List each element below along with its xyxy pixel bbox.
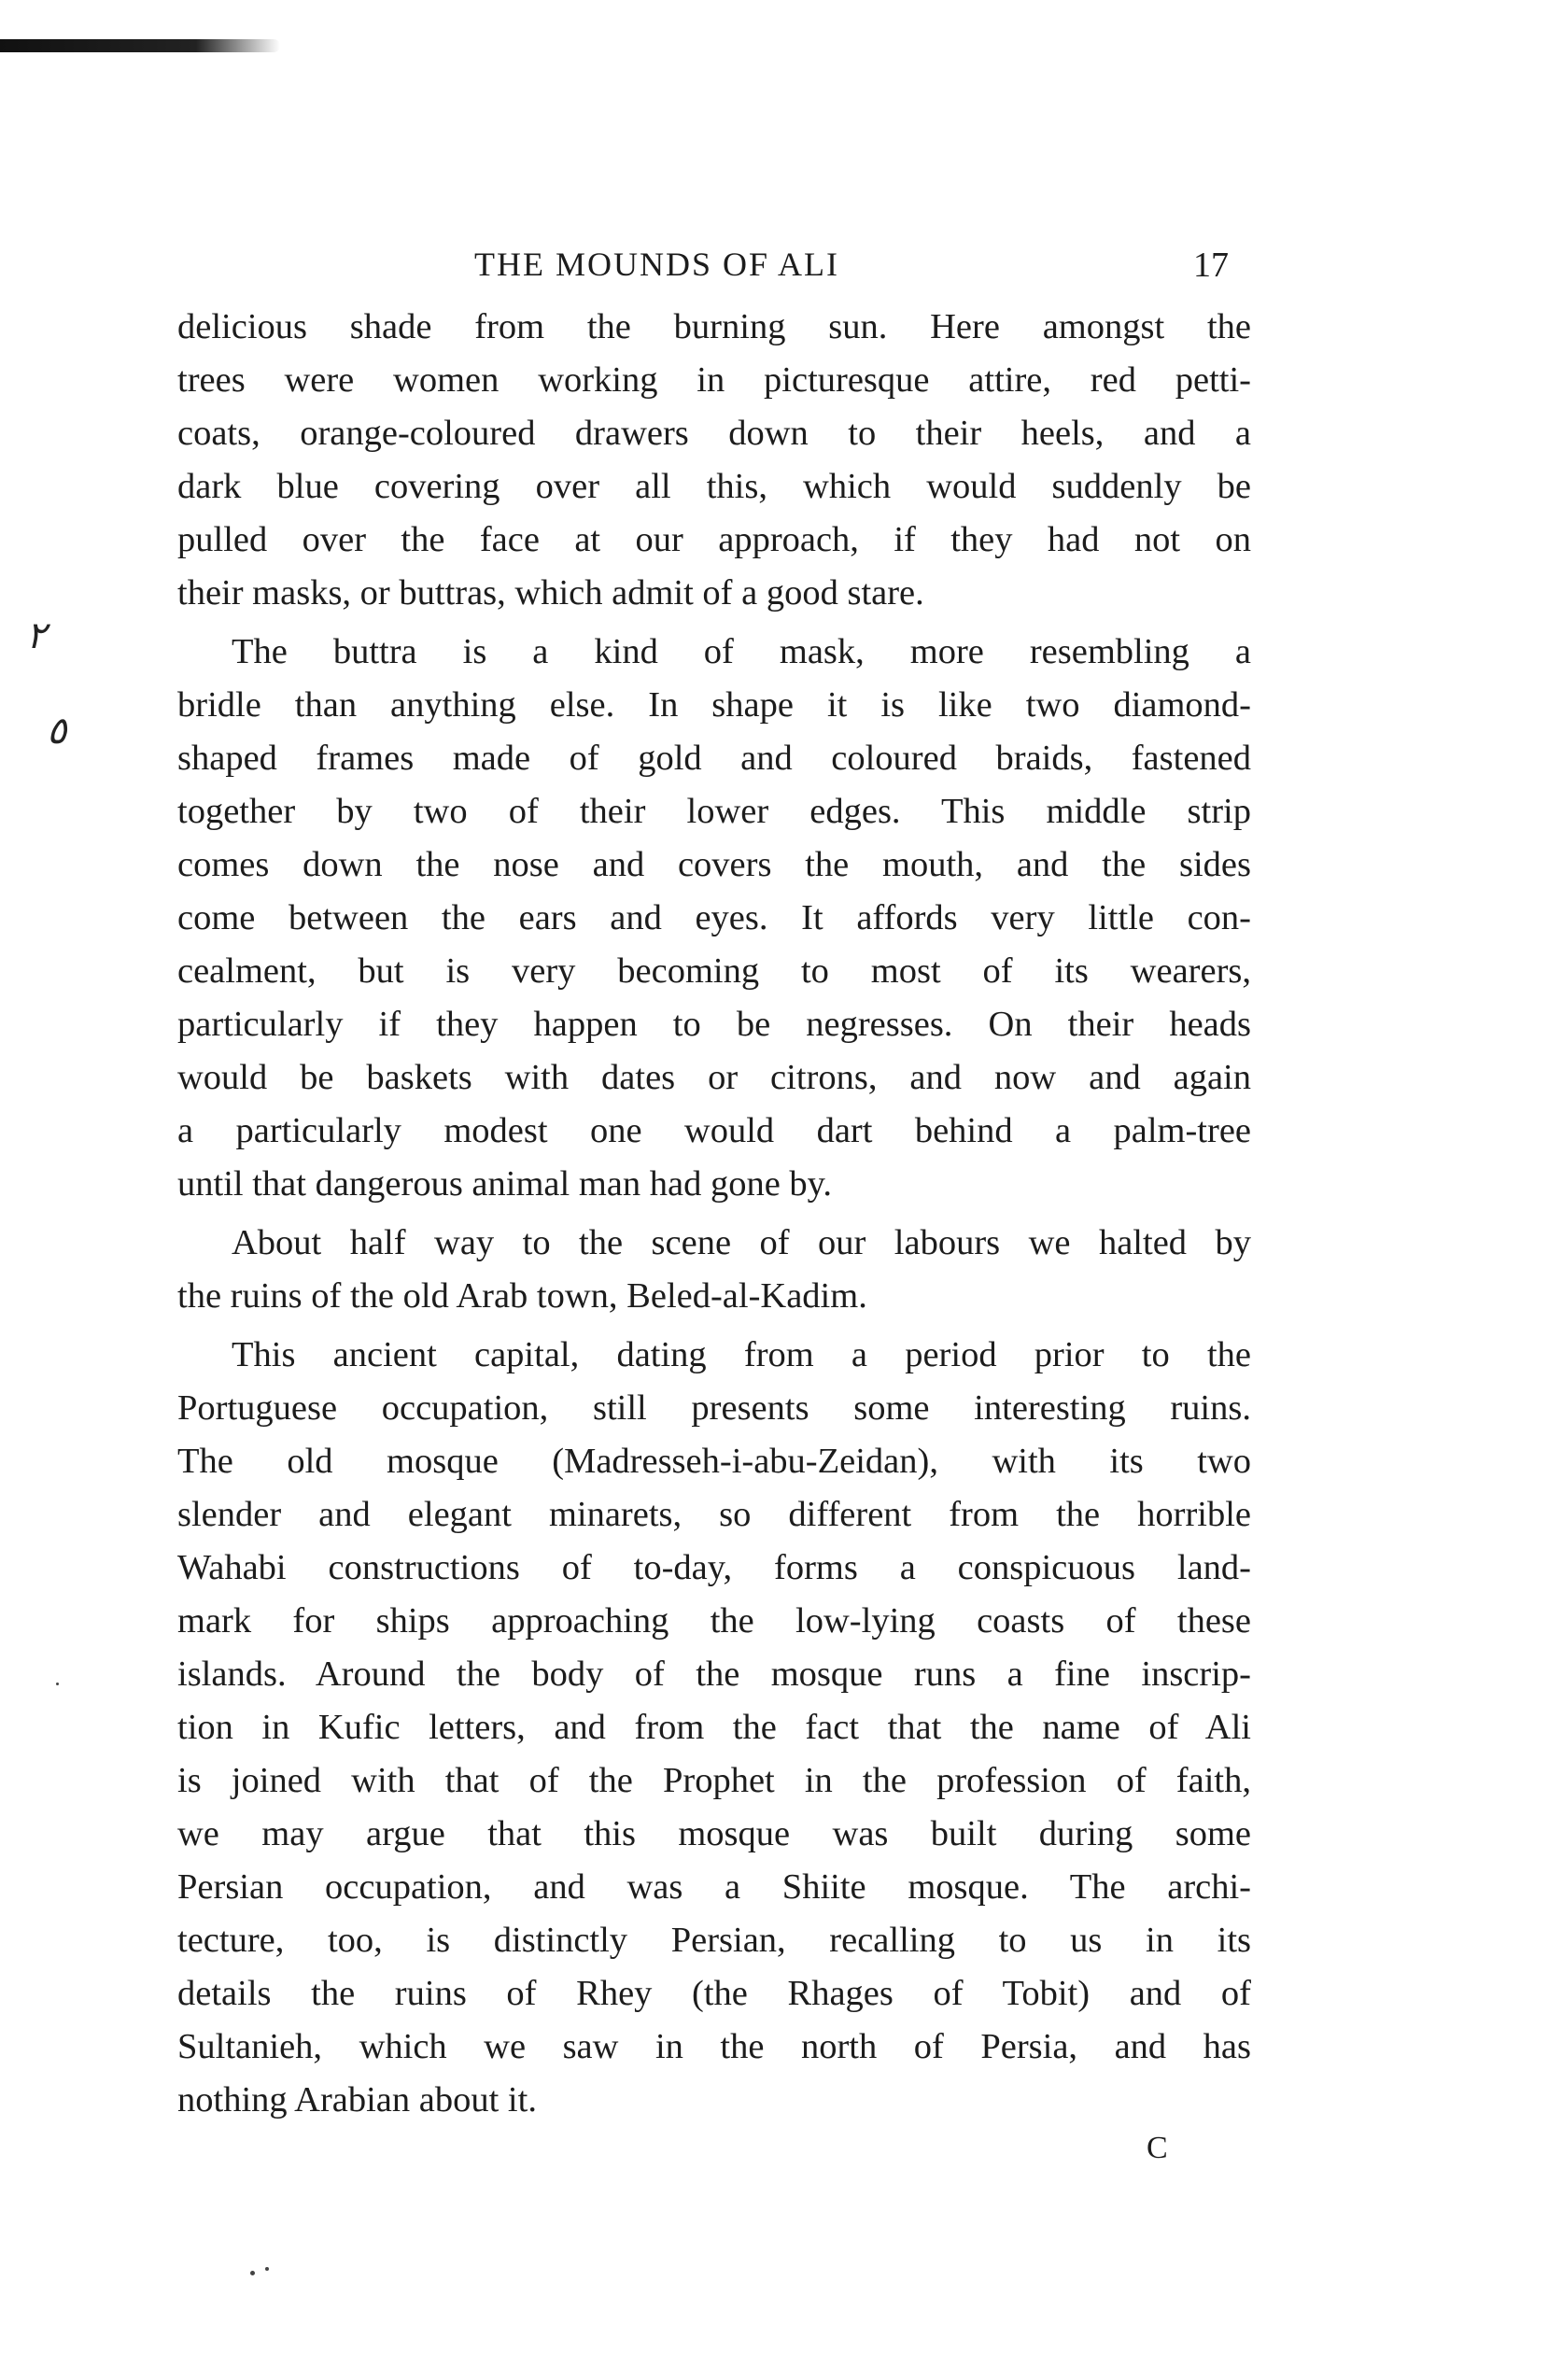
text-line: until that dangerous animal man had gone by. xyxy=(177,1164,833,1204)
text-line: The old mosque (Madresseh-i-abu-Zeidan), with its two xyxy=(177,1442,1251,1481)
text-line: we may argue that this mosque was built during some xyxy=(177,1814,1251,1853)
text-line: islands. Around the body of the mosque runs a fine inscrip- xyxy=(177,1655,1251,1694)
body-text xyxy=(177,301,1251,2127)
signature-mark: C xyxy=(1147,2131,1168,2165)
text-line: comes down the nose and covers the mouth, and the sides xyxy=(177,845,1251,884)
text-line: coats, orange-coloured drawers down to their heels, and a xyxy=(177,414,1251,453)
text-line: nothing Arabian about it. xyxy=(177,2080,537,2119)
margin-annotation: ٥ xyxy=(47,710,67,753)
margin-annotation: ٢ xyxy=(26,614,47,657)
text-line: Sultanieh, which we saw in the north of Persia, and has xyxy=(177,2027,1251,2066)
text-line: mark for ships approaching the low-lying coasts of these xyxy=(177,1601,1251,1641)
text-line: pulled over the face at our approach, if they had not on xyxy=(177,520,1251,559)
text-line: slender and elegant minarets, so different from the horrible xyxy=(177,1495,1251,1534)
text-line: is joined with that of the Prophet in the profession of faith, xyxy=(177,1761,1251,1800)
text-line: together by two of their lower edges. This middle strip xyxy=(177,792,1251,831)
text-line: their masks, or buttras, which admit of a good stare. xyxy=(177,573,924,613)
text-line: shaped frames made of gold and coloured braids, fastened xyxy=(177,739,1251,778)
text-line: About half way to the scene of our labours we halted by xyxy=(232,1223,1251,1262)
scan-edge-shadow xyxy=(0,39,280,52)
text-line: Portuguese occupation, still presents some interesting ruins. xyxy=(177,1388,1251,1428)
text-line: bridle than anything else. In shape it is like two diamond- xyxy=(177,685,1251,725)
text-line: particularly if they happen to be negresses. On their heads xyxy=(177,1005,1251,1044)
text-line: The buttra is a kind of mask, more resembling a xyxy=(232,632,1251,671)
text-line: details the ruins of Rhey (the Rhages of Tobit) and of xyxy=(177,1974,1251,2013)
text-line: come between the ears and eyes. It affords very little con- xyxy=(177,898,1251,937)
text-line: trees were women working in picturesque attire, red petti- xyxy=(177,360,1251,400)
text-line: the ruins of the old Arab town, Beled-al-Kadim. xyxy=(177,1276,867,1316)
scan-speck xyxy=(250,2271,255,2275)
text-line: would be baskets with dates or citrons, and now and again xyxy=(177,1058,1251,1097)
text-line: Wahabi constructions of to-day, forms a conspicuous land- xyxy=(177,1548,1251,1587)
text-line: This ancient capital, dating from a period prior to the xyxy=(232,1335,1251,1374)
text-line: cealment, but is very becoming to most of its wearers, xyxy=(177,951,1251,991)
text-line: tecture, too, is distinctly Persian, recalling to us in its xyxy=(177,1921,1251,1960)
text-line: delicious shade from the burning sun. Here amongst the xyxy=(177,307,1251,346)
running-title: THE MOUNDS OF ALI xyxy=(474,246,840,283)
page-number: 17 xyxy=(1193,246,1229,285)
text-line: dark blue covering over all this, which would suddenly be xyxy=(177,467,1251,506)
scan-speck xyxy=(265,2267,269,2271)
text-line: tion in Kufic letters, and from the fact that the name of Ali xyxy=(177,1708,1251,1747)
text-line: a particularly modest one would dart behind a palm-tree xyxy=(177,1111,1251,1150)
scan-speck xyxy=(56,1683,59,1685)
text-line: Persian occupation, and was a Shiite mosque. The archi- xyxy=(177,1867,1251,1907)
